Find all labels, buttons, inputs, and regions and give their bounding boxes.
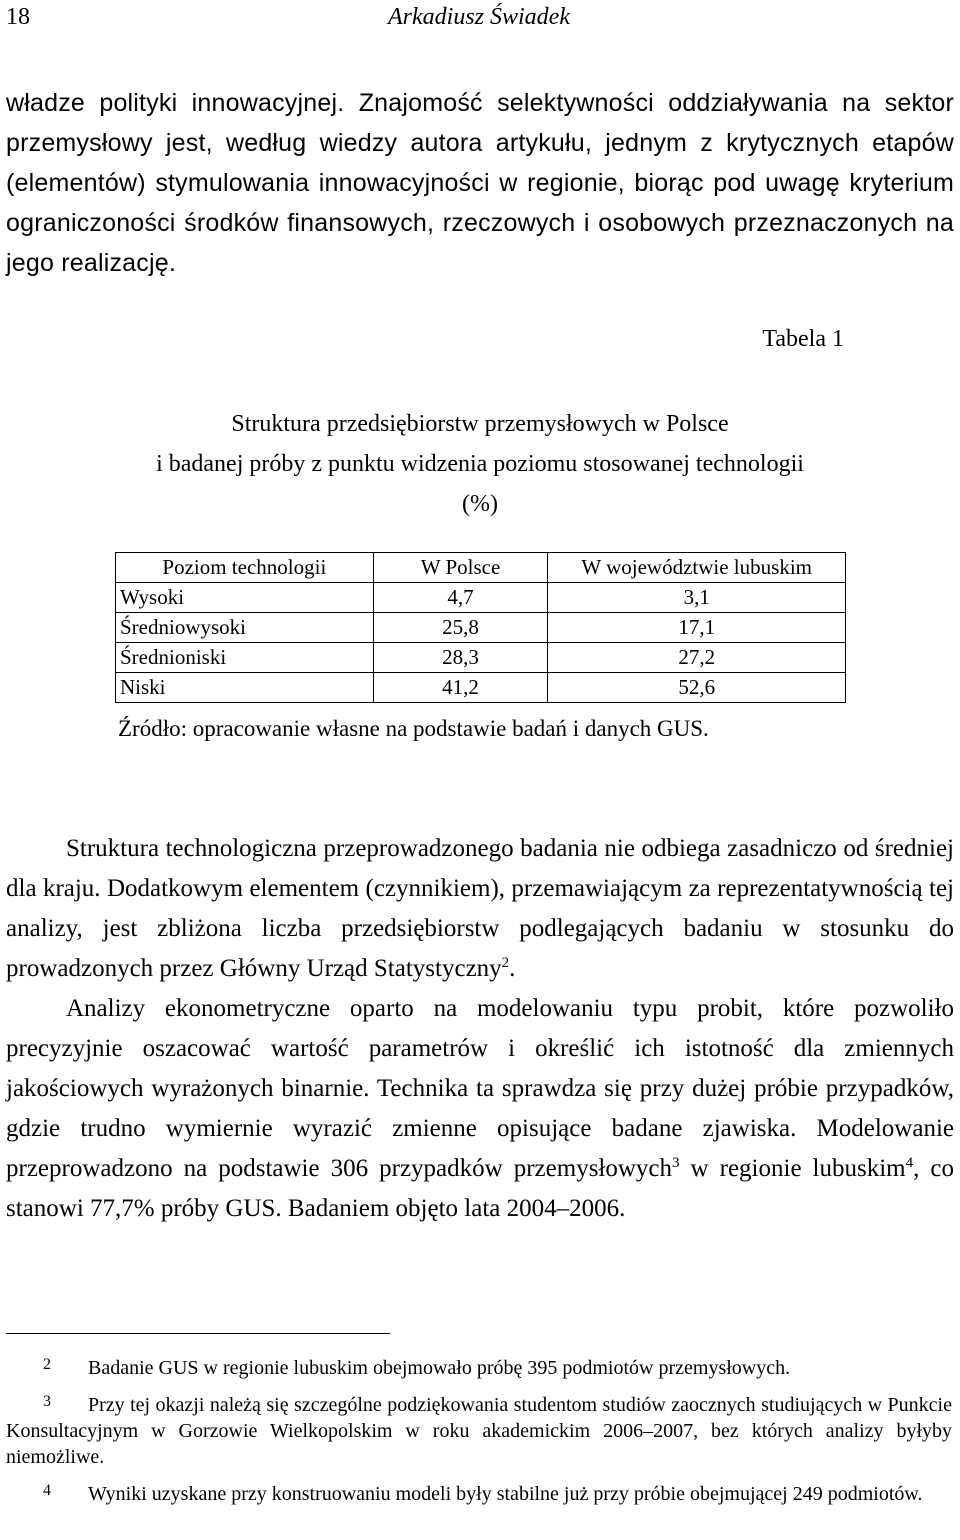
table-title (0, 404, 960, 524)
header-lubuskie: W województwie lubuskim (548, 553, 846, 583)
table-source-note: Źródło: opracowanie własne na podstawie badań i danych GUS. (118, 716, 709, 741)
footnote-text: Badanie GUS w regionie lubuskim obejmowało próbę 395 podmiotów przemysłowych. (88, 1357, 791, 1379)
table-title-line-2: i badanej próby z punktu widzenia poziomu stosowanej technologii (156, 451, 804, 477)
value-lubuskie: 27,2 (548, 643, 846, 673)
table-row (116, 673, 846, 703)
paragraph-text: Analizy ekonometryczne oparto na modelowaniu typu probit, które pozwoliło precyzyjnie oszacować wartość parametrów i określić ich istotność dla zmiennych jakościowych wyrażonych binarnie. Technika ta sprawdza się przy dużej próbie przypadków, gdzie trudno wymiernie wyrazić zmienne opisujące badane zjawiska. Modelowanie przeprowadzono na podstawie 306 przypadków przemysłowych (6, 995, 954, 1182)
paragraph-text: , co stanowi 77,7% próby GUS. Badaniem objęto lata 2004–2006. (6, 1155, 954, 1222)
row-label: Niski (116, 673, 374, 703)
footnote (6, 1352, 952, 1381)
running-header-author: Arkadiusz Świadek (388, 4, 570, 30)
body-paragraph-2 (6, 989, 954, 1229)
value-lubuskie: 17,1 (548, 613, 846, 643)
value-poland: 28,3 (373, 643, 548, 673)
footnote-ref-4[interactable]: 4 (905, 1155, 914, 1171)
table-row (116, 613, 846, 643)
footnote-number: 4 (43, 1482, 51, 1499)
footnote-text: Wyniki uzyskane przy konstruowaniu modeli były stabilne już przy próbie obejmującej 249 podmiotów. (88, 1483, 923, 1505)
paragraph-text: . (509, 955, 516, 982)
table-title-line-1: Struktura przedsiębiorstw przemysłowych w Polsce (231, 411, 729, 437)
header-poland: W Polsce (373, 553, 548, 583)
technology-structure-table (115, 552, 846, 703)
table-header-row (116, 553, 846, 583)
footnote-divider (6, 1333, 390, 1334)
body-paragraph-1 (6, 829, 954, 989)
page-number: 18 (6, 4, 30, 30)
footnotes (6, 1352, 952, 1515)
footnote (6, 1389, 952, 1470)
row-label: Wysoki (116, 583, 374, 613)
table-title-line-3: (%) (462, 491, 498, 517)
footnote-ref-3[interactable]: 3 (672, 1155, 680, 1171)
row-label: Średniowysoki (116, 613, 374, 643)
paragraph-text: w regionie lubuskim (679, 1155, 906, 1182)
value-poland: 41,2 (373, 673, 548, 703)
row-label: Średnioniski (116, 643, 374, 673)
paragraph-text: Struktura technologiczna przeprowadzonego badania nie odbiega zasadniczo od średniej dla kraju. Dodatkowym elementem (czynnikiem), przemawiającym za reprezentatywnością tej analizy, jest zbliżona liczba przedsiębiorstw podlegających badaniu w stosunku do prowadzonych przez Główny Urząd Statystyczny (6, 835, 954, 982)
footnote-text: Przy tej okazji należą się szczególne podziękowania studentom studiów zaocznych studiujących w Punkcie Konsultacyjnym w Gorzowie Wielkopolskim w roku akademickim 2006–2007, bez których analizy byłyby niemożliwe. (6, 1394, 952, 1468)
table-row (116, 643, 846, 673)
footnote-ref-2[interactable]: 2 (501, 955, 510, 971)
table-label: Tabela 1 (762, 326, 844, 352)
intro-paragraph (6, 83, 954, 283)
body-text (6, 829, 954, 1229)
value-lubuskie: 52,6 (548, 673, 846, 703)
value-poland: 25,8 (373, 613, 548, 643)
value-poland: 4,7 (373, 583, 548, 613)
value-lubuskie: 3,1 (548, 583, 846, 613)
table-row (116, 583, 846, 613)
footnote-number: 3 (43, 1393, 51, 1410)
header-technology-level: Poziom technologii (116, 553, 374, 583)
page-header (6, 4, 952, 34)
footnote-number: 2 (43, 1356, 51, 1373)
paragraph-text: władze polityki innowacyjnej. Znajomość selektywności oddziaływania na sektor przemysłowy jest, według wiedzy autora artykułu, jednym z krytycznych etapów (elementów) stymulowania innowacyjności w regionie, biorąc pod uwagę kryterium ograniczoności środków finansowych, rzeczowych i osobowych przeznaczonych na jego realizację. (6, 89, 954, 277)
footnote (6, 1478, 952, 1507)
